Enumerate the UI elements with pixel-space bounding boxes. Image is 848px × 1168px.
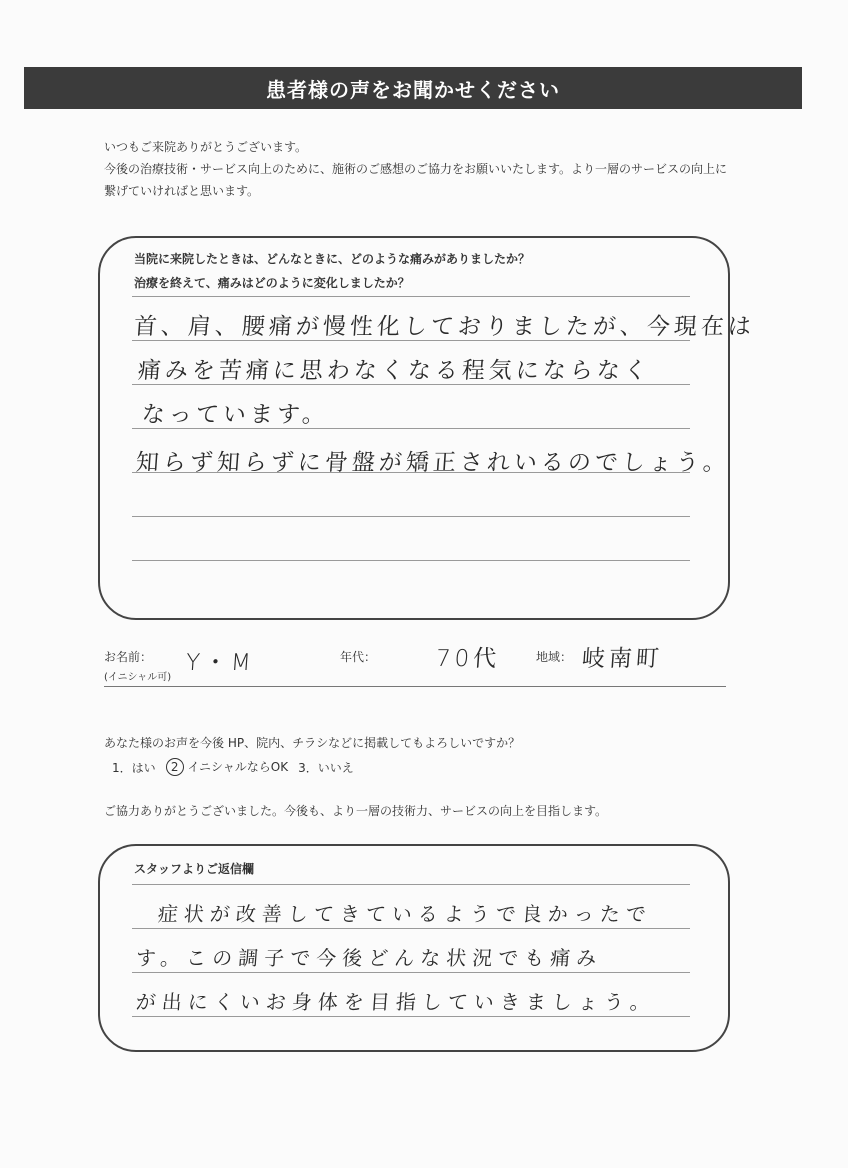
page-title: 患者様の声をお聞かせください [24, 67, 802, 109]
ruled-line [132, 516, 690, 517]
handwritten-answer-line: 知らず知らずに骨盤が矯正されいるのでしょう。 [134, 450, 731, 476]
staff-heading: スタッフよりご返信欄 [134, 862, 255, 876]
handwritten-reply-line: す。この調子で今後どんな状況でも痛み [135, 946, 604, 970]
ruled-line [132, 1016, 690, 1017]
option-initials-only [166, 758, 288, 776]
ruled-line [132, 560, 690, 561]
ruled-line [132, 972, 690, 973]
option-initials-text: イニシャルならOK [187, 760, 289, 774]
question-1: 当院に来院したときは、どんなときに、どのような痛みがありましたか？ [134, 252, 531, 266]
option-no: 3．いいえ [298, 760, 354, 775]
ruled-line [132, 884, 690, 885]
intro-text [104, 136, 744, 202]
name-note: (イニシャル可) [104, 672, 172, 683]
ruled-line [132, 296, 690, 297]
option-yes: 1．はい [112, 760, 156, 775]
age-value: 70代 [434, 646, 502, 672]
profile-underline [104, 686, 726, 687]
handwritten-answer-line: 首、肩、腰痛が慢性化しておりましたが、今現在は [132, 314, 756, 340]
consent-question: あなた様のお声を今後 HP、院内、チラシなどに掲載してもよろしいですか？ [104, 736, 521, 750]
thanks-text: ご協力ありがとうございました。今後も、より一層の技術力、サービスの向上を目指します。 [104, 804, 608, 818]
name-label: お名前： [104, 650, 153, 664]
handwritten-reply-line: 症状が改善してきているようで良かったで [157, 902, 653, 926]
intro-line: 今後の治療技術・サービス向上のために、施術のご感想のご協力をお願いいたします。より一層のサービスの向上に [104, 162, 728, 176]
ruled-line [132, 928, 690, 929]
name-value: Y・M [184, 650, 256, 676]
handwritten-reply-line: が出にくいお身体を目指していきましょう。 [135, 990, 657, 1014]
region-label: 地域： [536, 650, 573, 664]
age-label: 年代： [340, 650, 377, 664]
selected-circle: 2 [166, 758, 184, 776]
handwritten-answer-line: 痛みを苦痛に思わなくなる程気にならなく [136, 358, 652, 384]
handwritten-answer-line: なっています。 [140, 402, 330, 428]
consent-options [112, 758, 354, 776]
question-2: 治療を終えて、痛みはどのように変化しましたか？ [134, 276, 410, 290]
intro-line: いつもご来院ありがとうございます。 [104, 140, 308, 154]
region-value: 岐南町 [580, 646, 664, 672]
intro-line: 繋げていければと思います。 [104, 184, 260, 198]
